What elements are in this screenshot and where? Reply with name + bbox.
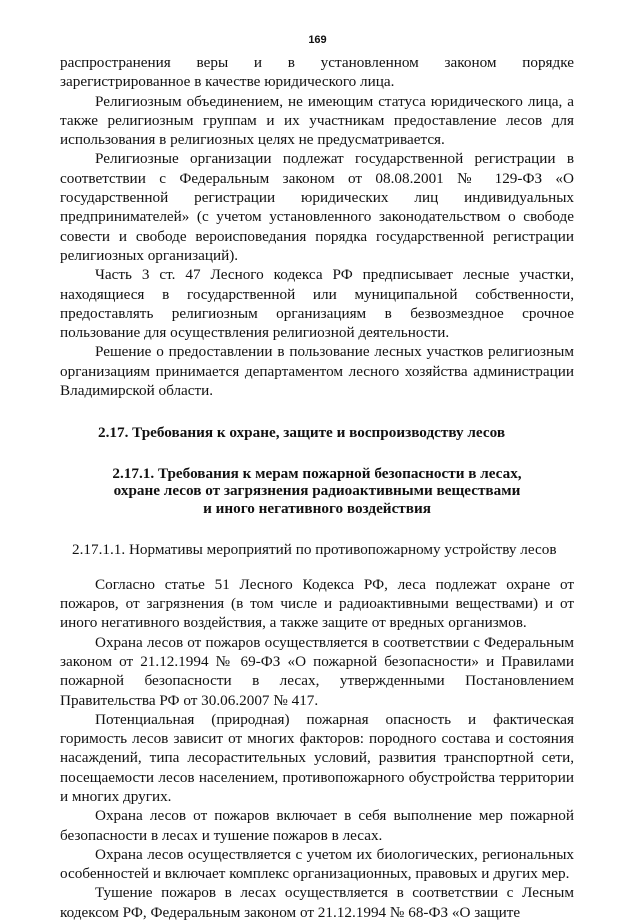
subsection-heading-line: и иного негативного воздействия	[203, 499, 431, 517]
paragraph: Религиозным объединением, не имеющим статуса юридического лица, а также религиозным группам и их участникам предоставление лесов для использования в религиозных целях не предусматривается.	[60, 92, 574, 149]
subsection-heading-line: 2.17.1. Требования к мерам пожарной безопасности в лесах,	[112, 464, 522, 482]
page-number: 169	[308, 34, 327, 46]
paragraph: Охрана лесов от пожаров осуществляется в соответствии с Федеральным законом от 21.12.1994 № 69-ФЗ «О пожарной безопасности» и Правилами пожарной безопасности в лесах, утвержденными Постановлением Правительства РФ от 30.06.2007 № 417.	[60, 633, 574, 709]
paragraph: Охрана лесов осуществляется с учетом их биологических, региональных особенностей и включает комплекс организационных, правовых и других мер.	[60, 845, 574, 883]
paragraph: Решение о предоставлении в пользование лесных участков религиозным организациям принимается департаментом лесного хозяйства администрации Владимирской области.	[60, 343, 574, 400]
paragraph: Тушение пожаров в лесах осуществляется в соответствии с Лесным кодексом РФ, Федеральным законом от 21.12.1994 № 68-ФЗ «О защите	[60, 884, 574, 921]
paragraph: Потенциальная (природная) пожарная опасность и фактическая горимость лесов зависит от многих факторов: породного состава и состояния насаждений, типа лесорастительных условий, развития транспортной сети, посещаемости лесов населением, противопожарного обустройства территории и многих других.	[60, 710, 574, 805]
subsubsection-heading: 2.17.1.1. Нормативы мероприятий по противопожарному устройству лесов	[72, 541, 557, 559]
subsection-heading	[60, 465, 574, 518]
subsection-heading-line: охране лесов от загрязнения радиоактивными веществами	[113, 482, 521, 500]
paragraph: Согласно статье 51 Лесного Кодекса РФ, леса подлежат охране от пожаров, от загрязнения (в том числе и радиоактивными веществами) и от иного негативного воздействия, а также защите от вредных организмов.	[60, 575, 574, 632]
paragraph: Охрана лесов от пожаров включает в себя выполнение мер пожарной безопасности в лесах и тушение пожаров в лесах.	[60, 807, 574, 844]
paragraph: Религиозные организации подлежат государственной регистрации в соответствии с Федеральным законом от 08.08.2001 № 129-ФЗ «О государственной регистрации юридических лиц индивидуальных предпринимателей» (с учетом установленного законодательством о свободе совести и свободе вероисповедания порядка государственной регистрации религиозных организаций).	[60, 150, 574, 264]
section-heading: 2.17. Требования к охране, защите и воспроизводству лесов	[98, 424, 506, 442]
paragraph: Часть 3 ст. 47 Лесного кодекса РФ предписывает лесные участки, находящиеся в государственной или муниципальной собственности, предоставлять религиозным организациям в безвозмездное срочное пользование для осуществления религиозной деятельности.	[60, 266, 574, 342]
paragraph: распространения веры и в установленном законом порядке зарегистрированное в качестве юридического лица.	[60, 54, 574, 91]
page-content	[60, 53, 574, 922]
